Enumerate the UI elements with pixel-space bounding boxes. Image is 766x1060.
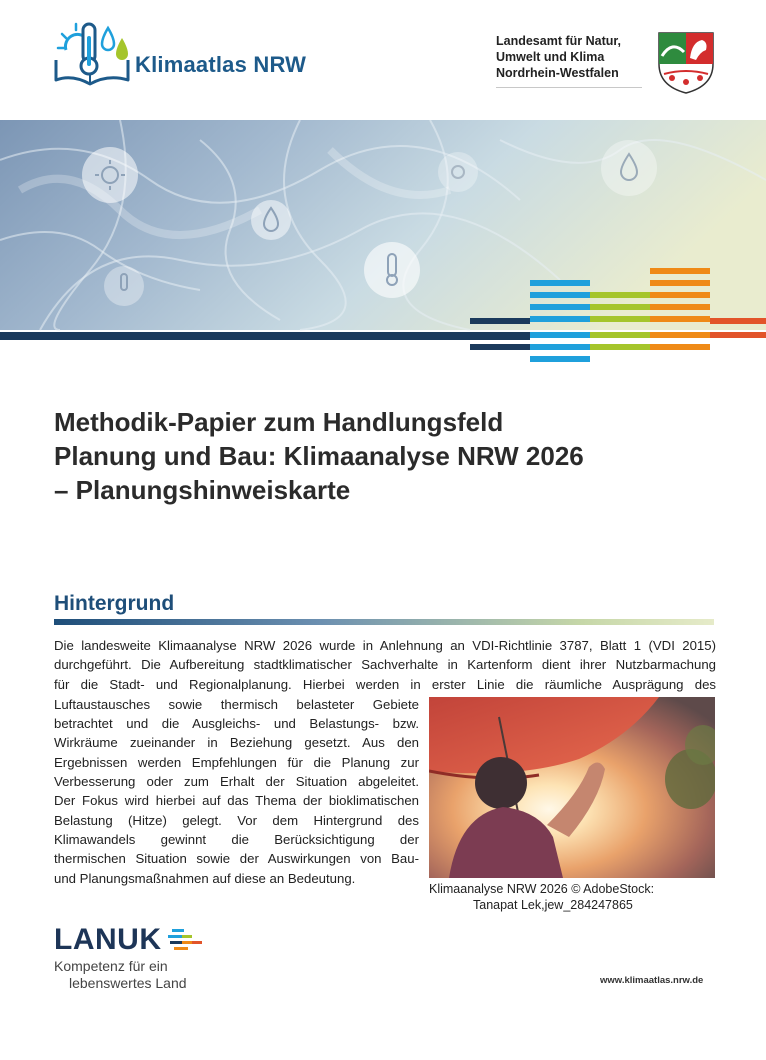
logo-title: Klimaatlas NRW [135,52,307,77]
section-heading: Hintergrund [54,592,175,615]
photo-umbrella-heat [429,697,715,878]
photo-caption [429,881,715,913]
sun-icon [438,152,478,192]
agency-divider [496,87,642,88]
caption-line: Tanapat Lek,jew_284247865 [473,898,633,912]
paragraph-line: betrachtet und die Ausgleichs- und Belastungs- bzw. [54,716,419,731]
paragraph-line: für die Stadt- und Regionalplanung. Hierbei werden in erster Linie die räumliche Ausprägung des [54,677,716,692]
thermometer-icon [104,266,144,306]
website-link[interactable]: www.klimaatlas.nrw.de [600,975,704,986]
lanuk-logo-text: LANUK [54,923,162,956]
paragraph-line: Der Fokus wird hierbei auf das Thema der bioklimatischen [54,793,419,808]
header-banner [0,120,766,370]
title-line: Planung und Bau: Klimaanalyse NRW 2026 [54,441,584,471]
paragraph-line: Luftaustausches sowie thermisch belasteter Gebiete [54,697,419,712]
agency-name [496,33,621,81]
lanuk-tagline: Kompetenz für ein [54,958,168,974]
paragraph-line: und Planungsmaßnahmen auf diese an Bedeutung. [54,871,356,886]
paragraph-line: Verbesserung oder zum Erhalt der Situation abgeleitet. [54,774,419,789]
thermometer-icon [364,242,420,298]
title-line: Methodik-Papier zum Handlungsfeld [54,407,504,437]
droplet-icon [601,140,657,196]
paragraph-line: thermischen Situation sowie der Auswirkungen von Bau- [54,851,419,866]
paragraph-line: durchgeführt. Die Aufbereitung stadtklimatischer Sachverhalte in Kartenform dient ihrer Nutzbarmachung [54,657,716,672]
nrw-coat-of-arms [656,30,716,96]
lanuk-logo-stripes [168,929,202,951]
droplet-icon [251,200,291,240]
caption-line: Klimaanalyse NRW 2026 © AdobeStock: [429,882,655,896]
navy-stripe [0,332,530,340]
sun-icon [82,147,138,203]
paragraph-line: Belastung (Hitze) gelegt. Vor dem Hintergrund des [54,813,419,828]
lanuk-tagline: lebenswertes Land [69,975,187,991]
title-line: – Planungshinweiskarte [54,475,351,505]
paragraph-line: Ergebnissen werden Empfehlungen für die Planung zur [54,755,419,770]
paragraph-line: Wirkräume zueinander in Beziehung gesetzt. Aus den [54,735,419,750]
agency-line: Umwelt und Klima [496,50,605,64]
agency-line: Nordrhein-Westfalen [496,66,619,80]
paragraph-line: Die landesweite Klimaanalyse NRW 2026 wurde in Anlehnung an VDI-Richtlinie 3787, Blatt 1 (VDI 2015) [54,638,716,653]
section-divider [54,619,714,625]
agency-line: Landesamt für Natur, [496,34,622,48]
klimaatlas-logo-icon [52,20,132,92]
document-title [54,405,714,507]
paragraph-line: Klimawandels gewinnt die Berücksichtigung der [54,832,419,847]
